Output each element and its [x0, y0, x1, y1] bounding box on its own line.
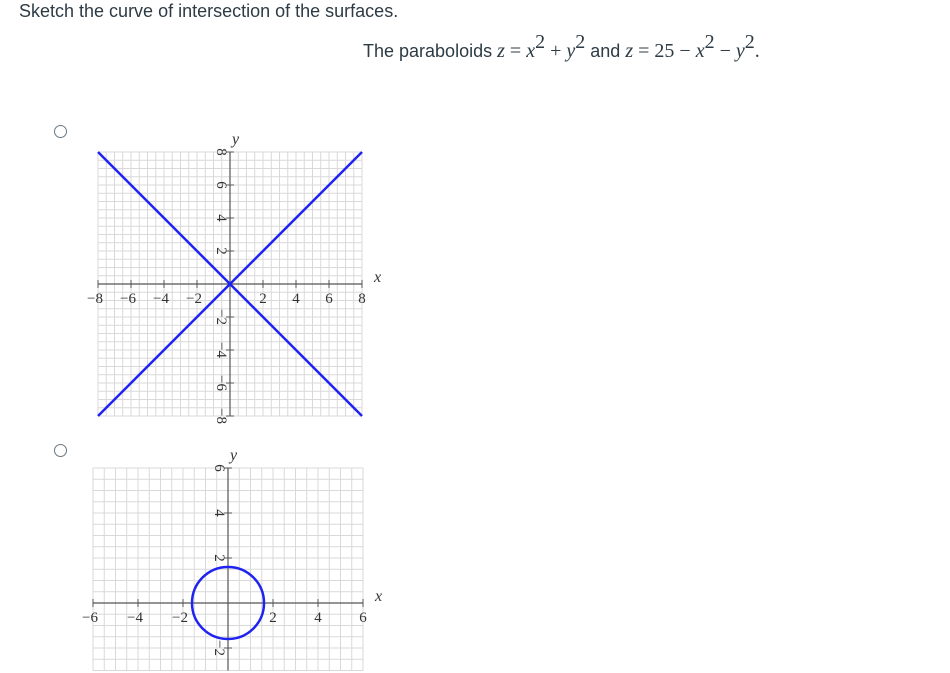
x-tick-label: 2 — [259, 291, 267, 307]
y-axis-label: y — [230, 447, 238, 464]
x-tick-label: −4 — [127, 610, 143, 626]
y-tick-label: 2 — [211, 554, 227, 562]
x-tick-label: −2 — [172, 610, 188, 626]
eq2-x-exp: 2 — [704, 31, 715, 53]
y-tick-label: 6 — [211, 464, 227, 472]
x-tick-label: −4 — [153, 291, 169, 307]
y-tick-label: 6 — [213, 181, 229, 189]
problem-lead: The paraboloids — [363, 41, 493, 61]
eq2-y-exp: 2 — [744, 31, 755, 53]
eq2-y: y — [735, 40, 745, 62]
y-tick-label: 4 — [211, 509, 227, 517]
x-tick-label: 6 — [325, 291, 333, 307]
y-axis-label: y — [232, 131, 240, 148]
eq2-const: 25 — [654, 40, 675, 62]
x-tick-label: −6 — [120, 291, 136, 307]
x-axis-label: x — [375, 588, 383, 605]
y-tick-label: −2 — [213, 309, 229, 325]
problem-end: . — [754, 40, 760, 62]
eq1-y: y — [566, 40, 576, 62]
x-tick-label: 8 — [358, 291, 366, 307]
y-tick-label: 2 — [213, 247, 229, 255]
y-tick-label: −2 — [211, 640, 227, 656]
question-instruction: Sketch the curve of intersection of the surfaces. — [19, 1, 399, 21]
eq2-lhs: z — [625, 40, 634, 62]
eq1-y-exp: 2 — [575, 31, 586, 53]
problem-connector: and — [590, 41, 621, 61]
y-tick-label: −4 — [213, 342, 229, 358]
eq1-x: x — [526, 40, 536, 62]
x-tick-label: −2 — [186, 291, 202, 307]
answer-option-1-radio[interactable] — [54, 125, 67, 138]
x-tick-label: 2 — [269, 610, 277, 626]
x-axis-label: x — [374, 269, 382, 286]
eq2-x: x — [695, 40, 705, 62]
answer-option-2-graph — [80, 443, 390, 673]
x-tick-label: −6 — [82, 610, 98, 626]
x-tick-label: 4 — [314, 610, 322, 626]
y-tick-label: 4 — [213, 214, 229, 222]
eq1-lhs: z — [497, 40, 505, 62]
answer-option-2-radio[interactable] — [54, 444, 67, 457]
y-tick-label: −8 — [213, 408, 229, 424]
eq1-x-exp: 2 — [535, 31, 546, 53]
y-tick-label: 8 — [213, 148, 229, 156]
problem-statement: The paraboloids $z = x^2 + y^2$ and $z = 25 - x^2 - y^2$. — [363, 31, 760, 62]
x-tick-label: 6 — [359, 610, 367, 626]
answer-option-1-graph — [80, 125, 380, 435]
y-tick-label: −6 — [213, 375, 229, 391]
x-tick-label: −8 — [87, 291, 103, 307]
x-tick-label: 4 — [292, 291, 300, 307]
